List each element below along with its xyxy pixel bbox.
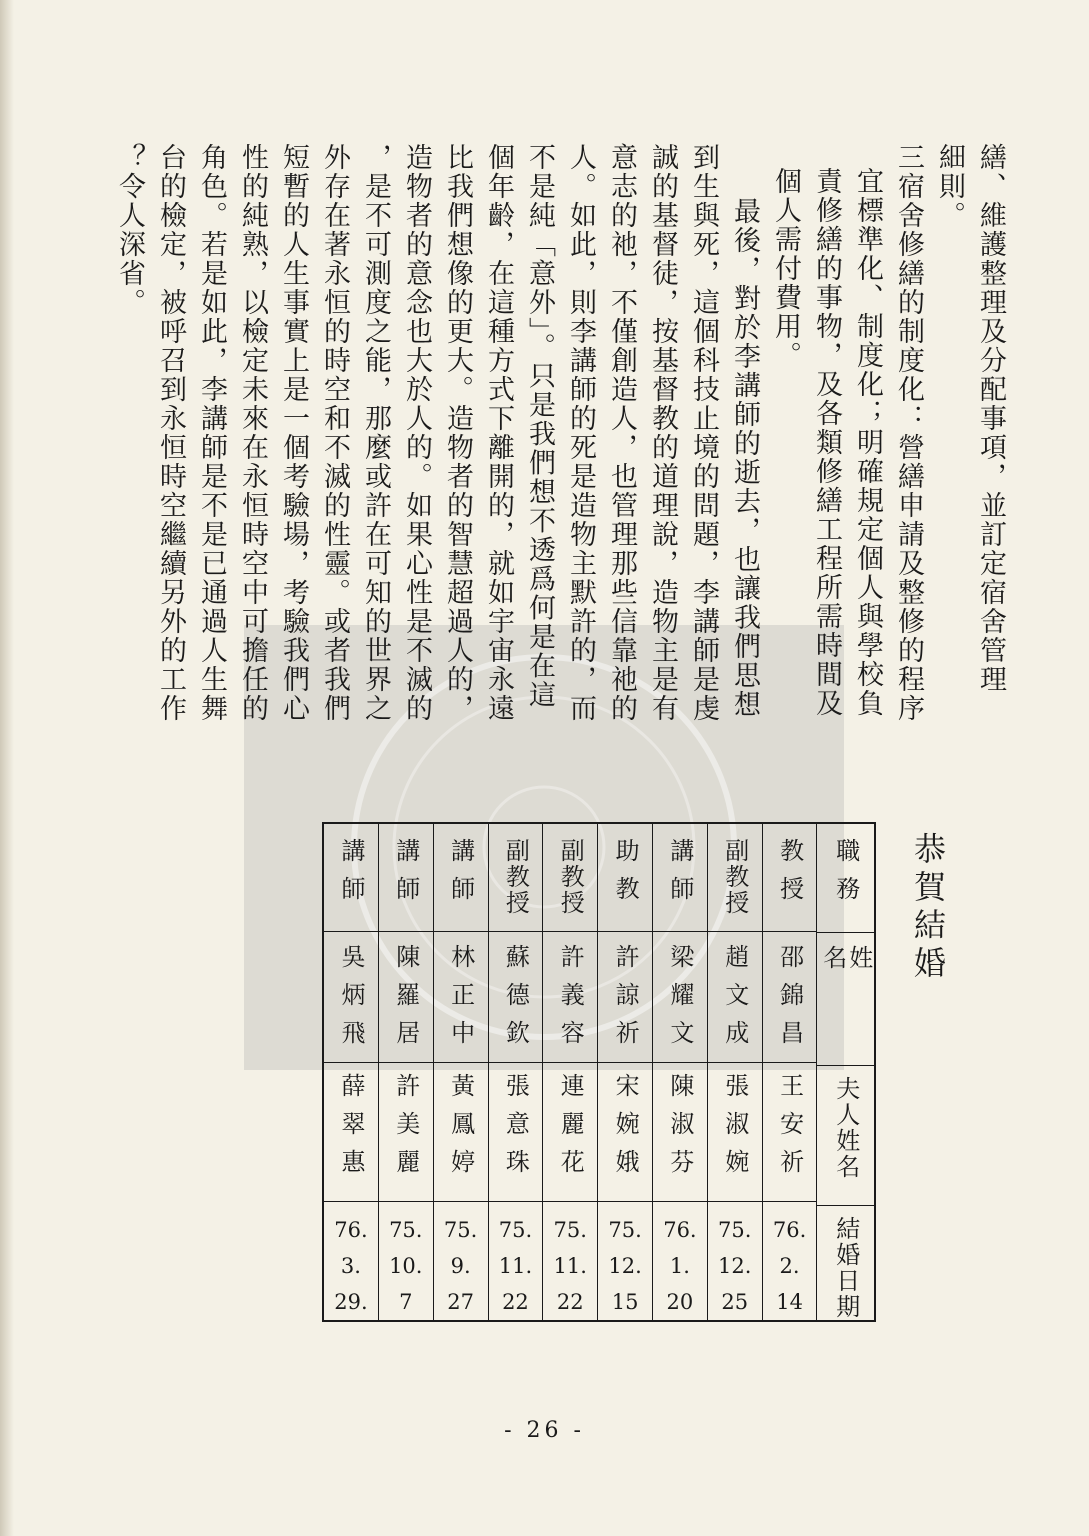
row-title: 助教 — [611, 838, 640, 914]
page-number: - 26 - — [504, 1418, 585, 1443]
row-date-year: 75. — [443, 1218, 478, 1242]
row-wife: 張淑婉 — [720, 1072, 749, 1187]
body-line: 個年齡，在這種方式下離開的，就如宇宙永遠 — [483, 143, 514, 723]
row-date-day: 7 — [399, 1290, 413, 1314]
row-date-day: 22 — [502, 1290, 529, 1314]
row-date-year: 75. — [498, 1218, 533, 1242]
row-date-month: 10. — [389, 1254, 423, 1278]
table-row — [597, 824, 652, 1320]
body-line: 人。如此，則李講師的死是造物主默許的，而 — [565, 143, 596, 723]
body-line: ，是不可測度之能，那麼或許在可知的世界之 — [360, 143, 391, 723]
body-line: 意志的祂，不僅創造人，也管理那些信靠祂的 — [606, 143, 637, 723]
row-date-day: 15 — [611, 1290, 639, 1314]
body-line: 台的檢定，被呼召到永恒時空繼續另外的工作 — [155, 143, 186, 723]
row-wife: 陳淑芬 — [665, 1072, 694, 1187]
header-name: 姓名 — [818, 944, 873, 1029]
body-line: 責修繕的事物，及各類修繕工程所需時間及 — [811, 167, 842, 718]
row-wife: 張意珠 — [501, 1072, 530, 1187]
row-date-month: 3. — [340, 1254, 361, 1278]
row-wife: 王安祈 — [775, 1072, 804, 1187]
body-line: 繕、維護整理及分配事項，並訂定宿舍管理 — [975, 143, 1006, 694]
row-name: 邵錦昌 — [775, 944, 804, 1059]
row-date-year: 75. — [553, 1218, 587, 1242]
body-line: 角色。若是如此，李講師是不是已通過人生舞 — [196, 143, 227, 723]
row-title: 講師 — [665, 838, 694, 914]
body-line: 個人需付費用。 — [770, 167, 801, 370]
table-row — [707, 824, 762, 1320]
table-row — [433, 824, 488, 1320]
row-date-month: 11. — [498, 1254, 533, 1278]
row-wife: 黃鳳婷 — [446, 1072, 475, 1187]
row-wife: 宋婉娥 — [611, 1072, 640, 1187]
row-date-year: 75. — [608, 1218, 642, 1242]
congrats-title: 恭賀結婚 — [909, 832, 947, 984]
body-line: 短暫的人生事實上是一個考驗場，考驗我們心 — [278, 143, 309, 723]
table-header-column — [816, 824, 874, 1320]
body-line: 到生與死，這個科技止境的問題，李講師是虔 — [688, 143, 719, 723]
row-date-month: 1. — [669, 1254, 690, 1278]
row-date-month: 11. — [553, 1254, 587, 1278]
row-name: 陳羅居 — [391, 944, 420, 1059]
header-title-cell — [817, 824, 874, 933]
body-line: 誠的基督徒，按基督教的道理說，造物主是有 — [647, 143, 678, 723]
row-title: 副教授 — [720, 838, 749, 916]
body-line: 造物者的意念也大於人的。如果心性是不滅的 — [401, 143, 432, 723]
row-date-month: 12. — [608, 1254, 642, 1278]
row-title: 講師 — [446, 838, 475, 914]
header-date-cell — [817, 1206, 874, 1320]
row-date-year: 76. — [334, 1218, 368, 1242]
table-row — [542, 824, 597, 1320]
row-name: 吳炳飛 — [336, 944, 365, 1059]
row-title: 講師 — [336, 838, 365, 914]
article-body-text — [109, 143, 1011, 723]
row-title: 講師 — [391, 838, 420, 914]
row-date-year: 76. — [772, 1218, 807, 1242]
header-name-cell — [817, 933, 874, 1066]
header-title: 職務 — [831, 838, 860, 914]
row-date-day: 29. — [334, 1290, 368, 1314]
row-wife: 薛翠惠 — [336, 1072, 365, 1187]
row-title: 副教授 — [501, 838, 530, 916]
row-date-day: 25 — [721, 1290, 749, 1314]
page-binding-edge — [0, 0, 14, 1536]
row-date-month: 2. — [779, 1254, 800, 1278]
header-wife-cell — [817, 1066, 874, 1206]
table-row — [652, 824, 707, 1320]
body-line: 外存在著永恒的時空和不滅的性靈。或者我們 — [319, 143, 350, 723]
row-title: 副教授 — [556, 838, 585, 916]
row-name: 梁耀文 — [665, 944, 694, 1059]
row-name: 趙文成 — [720, 944, 749, 1059]
row-name: 許義容 — [556, 944, 585, 1059]
row-wife: 許美麗 — [391, 1072, 420, 1187]
table-row — [762, 824, 817, 1320]
table-row — [378, 824, 433, 1320]
table-row — [324, 824, 378, 1320]
body-line: 性的純熟，以檢定未來在永恒時空中可擔任的 — [237, 143, 268, 723]
body-line: 三宿舍修繕的制度化：營繕申請及整修的程序 — [893, 143, 924, 723]
row-date-month: 12. — [718, 1254, 752, 1278]
table-row — [488, 824, 543, 1320]
body-line: 最後，對於李講師的逝去，也讓我們思想 — [729, 197, 760, 719]
wedding-table — [322, 822, 876, 1322]
row-date-day: 22 — [556, 1290, 584, 1314]
row-title: 教授 — [775, 838, 804, 914]
body-line: ？令人深省。 — [114, 143, 145, 317]
body-line: 宜標準化、制度化；明確規定個人與學校負 — [852, 167, 883, 718]
body-line: 不是純「意外」。只是我們想不透爲何是在這 — [524, 143, 555, 710]
body-line: 細則。 — [934, 143, 965, 230]
row-date-year: 75. — [718, 1218, 752, 1242]
body-line: 比我們想像的更大。造物者的智慧超過人的， — [442, 143, 473, 723]
row-name: 許諒祈 — [611, 944, 640, 1059]
header-date: 結婚日期 — [831, 1216, 860, 1320]
row-name: 林正中 — [446, 944, 475, 1059]
header-wife: 夫人姓名 — [831, 1075, 860, 1180]
row-date-month: 9. — [450, 1254, 471, 1278]
row-wife: 連麗花 — [556, 1072, 585, 1187]
row-date-day: 14 — [776, 1290, 803, 1314]
row-name: 蘇德欽 — [501, 944, 530, 1059]
row-date-year: 76. — [663, 1218, 697, 1242]
row-date-day: 27 — [447, 1290, 474, 1314]
row-date-year: 75. — [389, 1218, 423, 1242]
row-date-day: 20 — [666, 1290, 694, 1314]
